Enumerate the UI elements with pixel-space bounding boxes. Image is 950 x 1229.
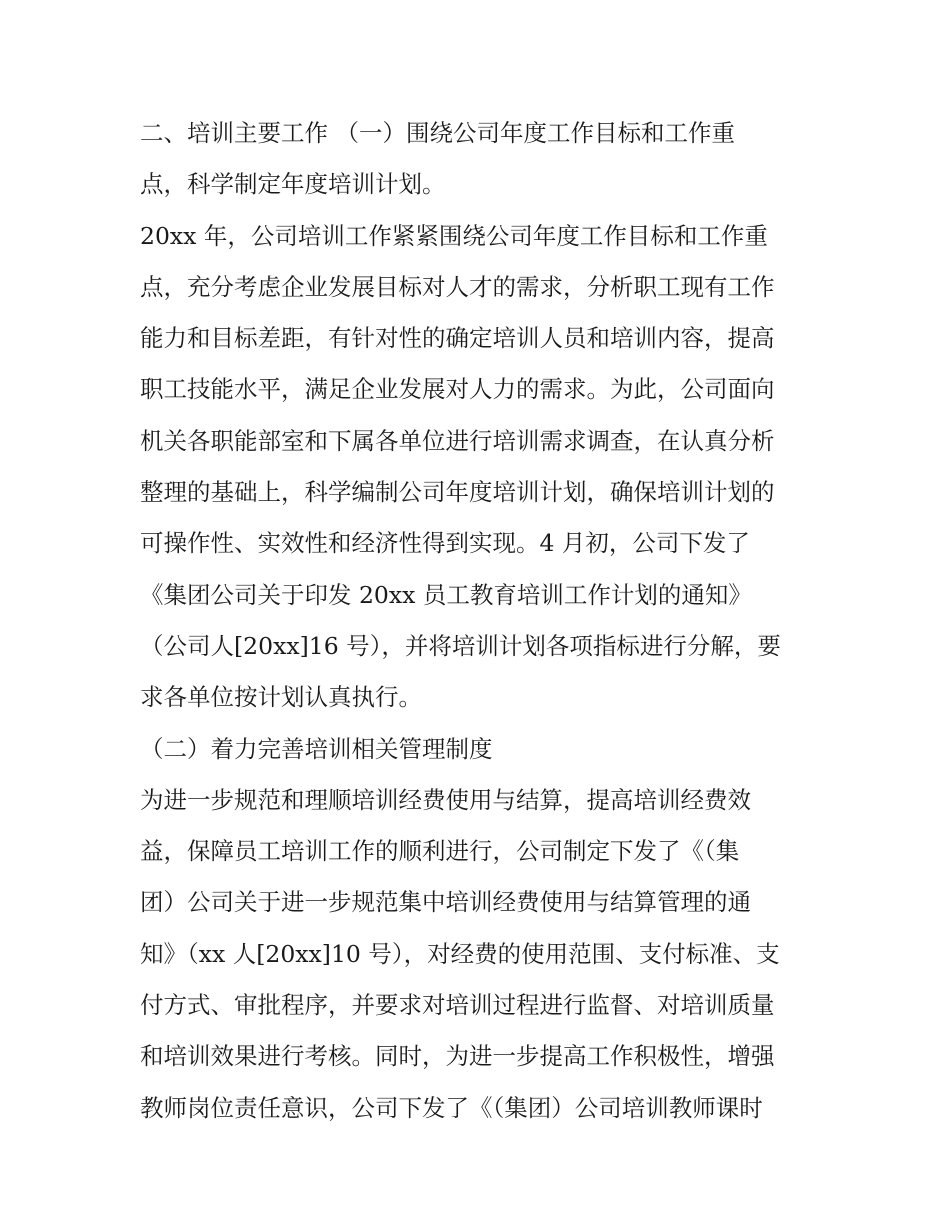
text-line: （公司人[20xx]16 号），并将培训计划各项指标进行分解，要 <box>140 631 781 660</box>
text-line: 求各单位按计划认真执行。 <box>140 683 422 712</box>
text-line: 机关各职能部室和下属各单位进行培训需求调查，在认真分析 <box>140 426 775 455</box>
text-line: 知》（xx 人[20xx]10 号），对经费的使用范围、支付标准、支 <box>140 939 780 968</box>
section-heading: （二）着力完善培训相关管理制度 <box>140 734 493 763</box>
text-line: 可操作性、实效性和经济性得到实现。4 月初，公司下发了 <box>140 529 750 558</box>
text-line: 点，科学制定年度培训计划。 <box>140 170 446 199</box>
text-line: 点，充分考虑企业发展目标对人才的需求，分析职工现有工作 <box>140 272 775 301</box>
text-line: 团）公司关于进一步规范集中培训经费使用与结算管理的通 <box>140 888 751 917</box>
text-line: 二、培训主要工作 （一）围绕公司年度工作目标和工作重 <box>140 119 735 147</box>
document-body <box>140 108 815 1134</box>
text-line: 20xx 年，公司培训工作紧紧围绕公司年度工作目标和工作重 <box>140 221 768 250</box>
text-line: 能力和目标差距，有针对性的确定培训人员和培训内容，提高 <box>140 324 775 353</box>
text-line: 整理的基础上，科学编制公司年度培训计划，确保培训计划的 <box>140 478 775 507</box>
text-line: 益，保障员工培训工作的顺利进行，公司制定下发了《（集 <box>140 837 740 866</box>
text-line: 为进一步规范和理顺培训经费使用与结算，提高培训经费效 <box>140 785 751 814</box>
text-line: 和培训效果进行考核。同时，为进一步提高工作积极性，增强 <box>140 1042 775 1071</box>
text-line: 付方式、审批程序，并要求对培训过程进行监督、对培训质量 <box>140 991 775 1020</box>
text-line: 职工技能水平，满足企业发展对人力的需求。为此，公司面向 <box>140 375 775 404</box>
text-line: 教师岗位责任意识，公司下发了《（集团）公司培训教师课时 <box>140 1093 763 1122</box>
text-line: 《集团公司关于印发 20xx 员工教育培训工作计划的通知》 <box>140 580 752 609</box>
